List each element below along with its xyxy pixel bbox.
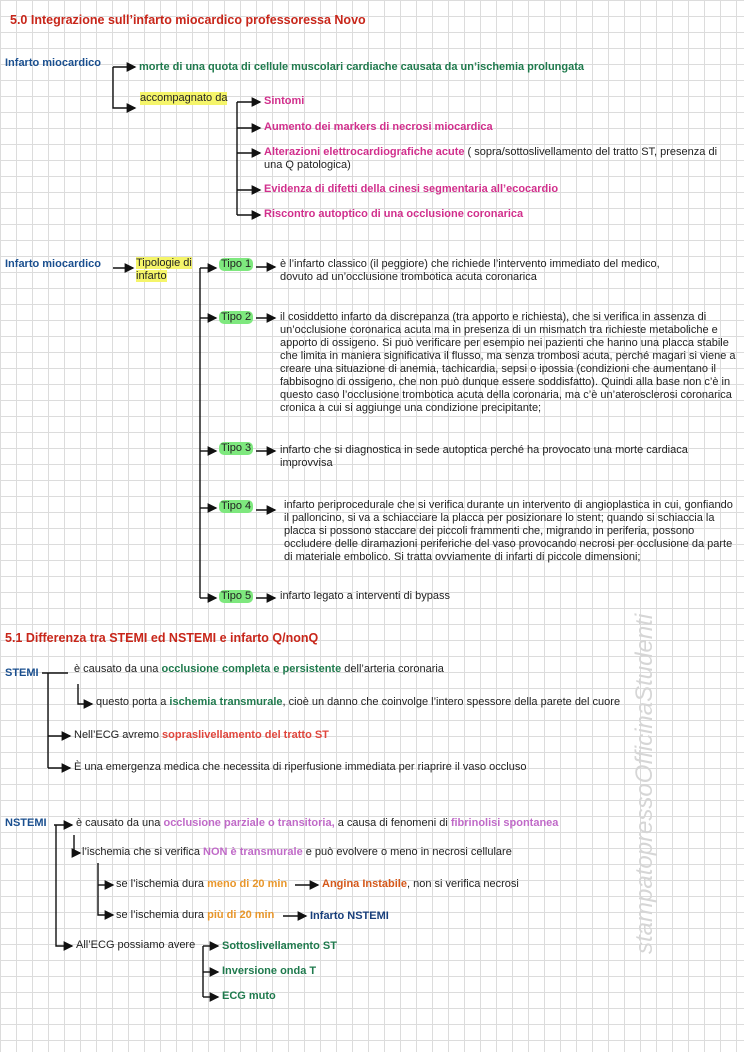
nstemi-line-1: è causato da una occlusione parziale o transitoria, a causa di fenomeni di fibrinolisi spontanea bbox=[76, 817, 559, 829]
item-alterazioni-note: ( sopra/sottoslivellamento del tratto ST, presenza di una Q patologica) bbox=[264, 146, 718, 171]
tipo-3-badge: Tipo 3 bbox=[221, 442, 252, 454]
stemi-label: STEMI bbox=[5, 667, 39, 679]
item-markers: Aumento dei markers di necrosi miocardica bbox=[264, 121, 493, 133]
item-alterazioni-label: Alterazioni elettrocardiografiche acute bbox=[264, 146, 465, 158]
tipo-5-desc: infarto legato a interventi di bypass bbox=[280, 590, 450, 602]
tipo-3-desc: infarto che si diagnostica in sede autoptica perché ha provocato una morte cardiaca improvvisa bbox=[280, 444, 688, 469]
definition-text: morte di una quota di cellule muscolari cardiache causata da un’ischemia prolungata bbox=[139, 61, 585, 73]
item-riscontro: Riscontro autoptico di una occlusione coronarica bbox=[264, 208, 524, 220]
item-evidenza: Evidenza di difetti della cinesi segmentaria all’ecocardio bbox=[264, 183, 559, 195]
ecg-inversione: Inversione onda T bbox=[222, 965, 317, 977]
stemi-line-3: Nell’ECG avremo sopraslivellamento del tratto ST bbox=[74, 729, 329, 741]
tipologie-line2: infarto bbox=[136, 270, 167, 282]
root-infarto-miocardico-1: Infarto miocardico bbox=[5, 57, 101, 69]
tipo-1-badge: Tipo 1 bbox=[221, 258, 252, 270]
ecg-sottoslivellamento: Sottoslivellamento ST bbox=[222, 940, 337, 952]
tipo-4-desc: infarto periprocedurale che si verifica durante un intervento di angioplastica in cui, gonfiando il palloncino, si va a schiacciare la placca per posizionare lo stent; quando si schiaccia la placca si possono staccare dei piccoli frammenti che, migrando in periferia, possono occludere delle diramazioni periferiche del vaso provocando necrosi per occlusione da parte di materiale embolico. Si tratta ovviamente di infarti di piccole dimensioni; bbox=[284, 499, 733, 563]
nstemi-line-2: l’ischemia che si verifica NON è transmurale e può evolvere o meno in necrosi cellulare bbox=[82, 846, 512, 858]
tipologie-label bbox=[136, 257, 192, 283]
ecg-muto: ECG muto bbox=[222, 990, 276, 1002]
tipo-4-badge: Tipo 4 bbox=[221, 500, 252, 512]
stemi-line-1: è causato da una occlusione completa e persistente dell’arteria coronaria bbox=[74, 663, 444, 675]
section-title-5-0: 5.0 Integrazione sull’infarto miocardico professoressa Novo bbox=[10, 13, 366, 27]
nstemi-label: NSTEMI bbox=[5, 817, 47, 829]
tipo-2-badge: Tipo 2 bbox=[221, 311, 252, 323]
tipo-5-badge: Tipo 5 bbox=[221, 590, 252, 602]
nstemi-angina: Angina Instabile, non si verifica necrosi bbox=[322, 878, 519, 890]
stemi-line-4: È una emergenza medica che necessita di riperfusione immediata per riaprire il vaso occluso bbox=[74, 761, 527, 773]
tipologie-line1: Tipologie di bbox=[136, 257, 192, 269]
tipo-1-desc: è l’infarto classico (il peggiore) che richiede l’intervento immediato del medico, dovuto ad un’occlusione trombotica acuta coronarica bbox=[280, 258, 660, 283]
nstemi-infarto: Infarto NSTEMI bbox=[310, 910, 389, 922]
watermark: stampatopressoOfficinaStudenti bbox=[631, 613, 658, 954]
nstemi-line-5: All’ECG possiamo avere bbox=[76, 939, 196, 951]
nstemi-line-3: se l’ischemia dura meno di 20 min bbox=[116, 878, 288, 890]
item-sintomi: Sintomi bbox=[264, 95, 305, 107]
accompagnato-da-label: accompagnato da bbox=[140, 92, 228, 104]
tipo-2-desc: il cosiddetto infarto da discrepanza (tra apporto e richiesta), che si verifica in assenza di un’occlusione coronarica acuta ma in presenza di un mismatch tra richieste metaboliche e apporto di ossigeno. Si può verificare per esempio nei pazienti che hanno una placca stabile che limita in maniera significativa il flusso, ma senza trombosi acuta, perché magari si viene a creare una situazione di anemia, tachicardia, sepsi o ipossia (condizioni che aumentano il fabbisogno di ossigeno, che non può dunque essere soddisfatto). Quindi alla base non c’è in questo caso l’occlusione trombotica acuta della coronaria, ma c’è un’aterosclerosi coronarica cronica a cui si aggiunge una condizione precipitante; bbox=[280, 311, 736, 414]
section-title-5-1: 5.1 Differenza tra STEMI ed NSTEMI e infarto Q/nonQ bbox=[5, 631, 319, 645]
nstemi-line-4: se l’ischemia dura più di 20 min bbox=[116, 909, 275, 921]
root-infarto-miocardico-2: Infarto miocardico bbox=[5, 258, 101, 270]
item-alterazioni bbox=[264, 146, 734, 172]
stemi-line-2: questo porta a ischemia transmurale, cioè un danno che coinvolge l’intero spessore della parete del cuore bbox=[96, 696, 621, 708]
